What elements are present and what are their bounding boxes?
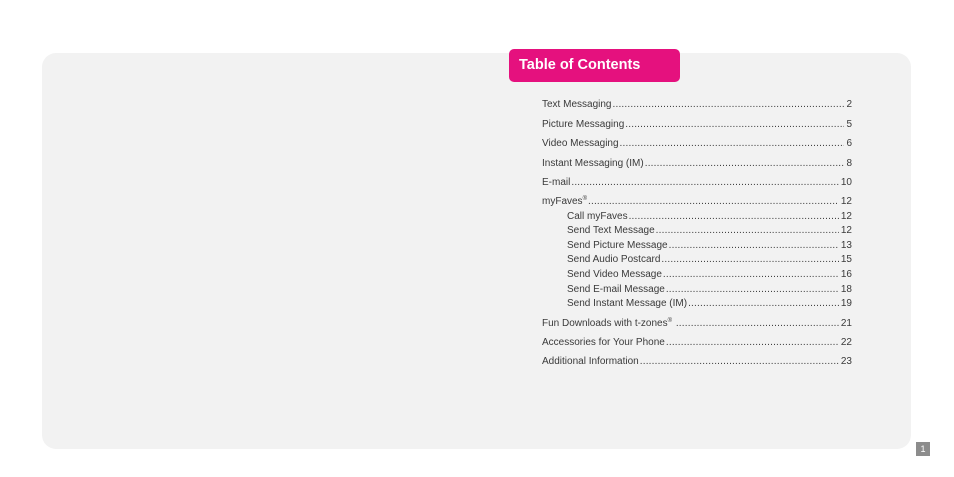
toc-entry-label: Additional Information bbox=[542, 356, 639, 367]
toc-entry-label: Instant Messaging (IM) bbox=[542, 158, 644, 169]
toc-entry-accessories[interactable] bbox=[542, 336, 852, 350]
dot-leader bbox=[688, 297, 839, 311]
toc-entry-label: E-mail bbox=[542, 177, 571, 188]
dot-leader bbox=[629, 210, 839, 224]
toc-entry-label: Send E-mail Message bbox=[567, 284, 665, 295]
toc-subentry-send-instant-message[interactable] bbox=[567, 297, 852, 311]
dot-leader bbox=[625, 118, 844, 132]
toc-subentry-send-picture-message[interactable] bbox=[567, 239, 852, 253]
toc-entry-email[interactable] bbox=[542, 176, 852, 190]
toc-subentry-send-audio-postcard[interactable] bbox=[567, 253, 852, 267]
toc-entry-page: 16 bbox=[840, 269, 852, 280]
toc-entry-page: 10 bbox=[840, 177, 852, 188]
toc-entry-page: 18 bbox=[840, 284, 852, 295]
dot-leader bbox=[620, 137, 845, 151]
registered-mark: ® bbox=[582, 196, 587, 202]
toc-entry-label: Send Instant Message (IM) bbox=[567, 298, 688, 309]
toc-heading: Table of Contents bbox=[509, 49, 680, 82]
toc-entry-page: 6 bbox=[846, 138, 852, 149]
toc-entry-text-messaging[interactable] bbox=[542, 98, 852, 112]
dot-leader bbox=[669, 239, 839, 253]
dot-leader bbox=[612, 98, 844, 112]
toc-entry-instant-messaging[interactable] bbox=[542, 157, 852, 171]
toc-entry-page: 22 bbox=[840, 337, 852, 348]
toc-entry-label: myFaves® bbox=[542, 196, 587, 207]
toc-entry-label: Picture Messaging bbox=[542, 119, 625, 130]
dot-leader bbox=[656, 224, 839, 238]
toc-entry-video-messaging[interactable] bbox=[542, 137, 852, 151]
toc-entry-label: Send Video Message bbox=[567, 269, 662, 280]
toc-entry-page: 12 bbox=[840, 211, 852, 222]
dot-leader bbox=[663, 268, 839, 282]
toc-entry-label: Video Messaging bbox=[542, 138, 619, 149]
dot-leader bbox=[640, 355, 839, 369]
toc-subentry-send-text-message[interactable] bbox=[567, 224, 852, 238]
toc-entry-page: 13 bbox=[840, 240, 852, 251]
dot-leader bbox=[666, 283, 839, 297]
toc-entry-page: 12 bbox=[840, 225, 852, 236]
toc-entry-fun-downloads[interactable] bbox=[542, 317, 852, 331]
toc-subentry-send-video-message[interactable] bbox=[567, 268, 852, 282]
dot-leader bbox=[645, 157, 845, 171]
toc-entry-page: 15 bbox=[840, 254, 852, 265]
toc-entry-label: Send Text Message bbox=[567, 225, 655, 236]
toc-entry-label: Text Messaging bbox=[542, 99, 612, 110]
toc-entry-page: 2 bbox=[846, 99, 852, 110]
toc-entry-picture-messaging[interactable] bbox=[542, 118, 852, 132]
toc-entry-label: Call myFaves bbox=[567, 211, 628, 222]
registered-mark: ® bbox=[667, 318, 673, 324]
toc-entry-label: Accessories for Your Phone bbox=[542, 337, 665, 348]
dot-leader bbox=[676, 317, 839, 331]
toc-entry-page: 12 bbox=[840, 196, 852, 207]
dot-leader bbox=[666, 336, 839, 350]
toc-subentry-call-myfaves[interactable] bbox=[567, 210, 852, 224]
page-number-badge: 1 bbox=[916, 442, 930, 456]
toc-entry-page: 21 bbox=[840, 318, 852, 329]
toc-entry-page: 8 bbox=[846, 158, 852, 169]
dot-leader bbox=[571, 176, 839, 190]
toc-entry-label: Send Picture Message bbox=[567, 240, 668, 251]
toc-entry-page: 23 bbox=[840, 356, 852, 367]
dot-leader bbox=[661, 253, 838, 267]
dot-leader bbox=[588, 195, 839, 209]
toc-entry-myfaves[interactable] bbox=[542, 195, 852, 209]
toc-entry-additional-information[interactable] bbox=[542, 355, 852, 369]
toc-entry-label: Fun Downloads with t-zones® bbox=[542, 318, 673, 329]
toc-subentry-send-email-message[interactable] bbox=[567, 283, 852, 297]
toc-entry-page: 19 bbox=[840, 298, 852, 309]
toc-entry-page: 5 bbox=[846, 119, 852, 130]
toc-entry-label: Send Audio Postcard bbox=[567, 254, 661, 265]
